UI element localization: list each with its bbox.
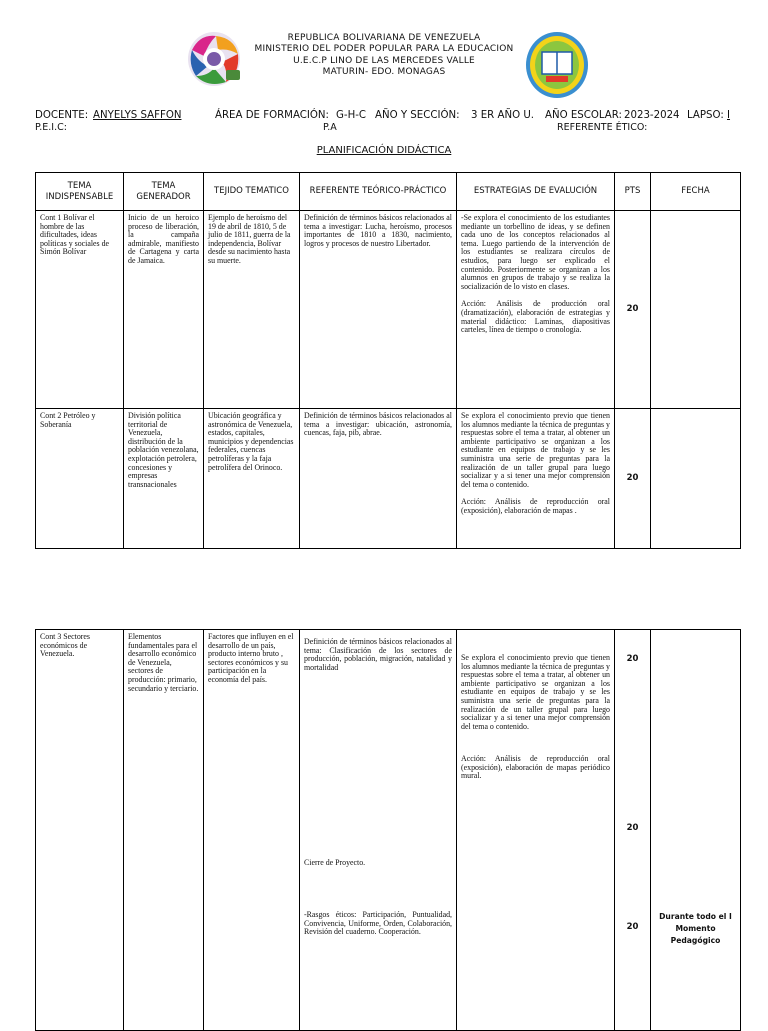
tema-cell: Cont 3 Sectores económicos de Venezuela.: [36, 630, 124, 1031]
lapso-label: LAPSO:: [687, 110, 724, 121]
page-title: PLANIFICACIÓN DIDÁCTICA: [316, 145, 452, 156]
generador-cell: División política territorial de Venezuela, distribución de la población venezolana, explotación petrolera, concesiones y empresas transnacionales: [124, 409, 204, 549]
pts-cell: 20: [615, 211, 651, 409]
table-row: [36, 630, 741, 1031]
tejido-cell: Factores que influyen en el desarrollo de un país, producto interno bruto , sectores económicos y su participación en la economía del país.: [204, 630, 300, 1031]
col-header: TEMA INDISPENSABLE: [36, 173, 124, 211]
docente-label: DOCENTE:: [35, 110, 89, 121]
school-logo-icon: [524, 30, 590, 100]
table-row: [36, 211, 741, 409]
institution-heading: [0, 33, 768, 79]
header-republic: REPUBLICA BOLIVARIANA DE VENEZUELA: [287, 33, 481, 43]
table-row: [36, 409, 741, 549]
col-header: ESTRATEGIAS DE EVALUCIÓN: [457, 173, 615, 211]
tejido-cell: Ejemplo de heroísmo del 19 de abril de 1810, 5 de julio de 1811, guerra de la independencia, Bolívar desde su nacimiento hasta su muerte.: [204, 211, 300, 409]
escolar-value: 2023-2024: [624, 110, 680, 121]
rasgos-text: -Rasgos éticos: Participación, Puntualidad, Convivencia, Uniforme, Orden, Colaboración, Revisión del cuaderno. Cooperación.: [304, 910, 452, 937]
rasgos-pts-value: 20: [626, 922, 639, 932]
referente-cell: Definición de términos básicos relacionados al tema a investigar: ubicación, astronomía, cuencas, faja, pib, abrae.: [300, 409, 457, 549]
document-header: [0, 0, 768, 110]
pa-label: P.A: [323, 122, 337, 133]
col-header: TEMA GENERADOR: [124, 173, 204, 211]
tema-cell: Cont 2 Petróleo y Soberanía: [36, 409, 124, 549]
escolar-label: AÑO ESCOLAR:: [545, 110, 622, 121]
estrategia-cell: [457, 409, 615, 549]
fecha-cell: [651, 211, 741, 409]
estrategia-text: -Se explora el conocimiento de los estudiantes mediante un torbellino de ideas, y se definen cada uno de los conceptos relacionados al tema. Luego partiendo de la intervención de los estudiantes se realizara círculos de estudios, para luego ser explicado el contenido. Posteriormente se organizan a los alumnos en grupos de trabajo y se realiza la socialización de lo visto en clases.: [461, 213, 610, 291]
anio-value: 3 ER AÑO U.: [471, 110, 535, 121]
col-header: FECHA: [651, 173, 741, 211]
tema-cell: Cont 1 Bolívar el hombre de las dificultades, ideas políticas y sociales de Simón Bolívar: [36, 211, 124, 409]
anio-label: AÑO Y SECCIÓN:: [375, 110, 460, 121]
estrategia-text: Se explora el conocimiento previo que tienen los alumnos mediante la técnica de preguntas y respuestas sobre el tema a tratar, al obtener un ambiente participativo se organizan a los estudiante en equipos de trabajo y se les suministra una serie de preguntas para la realización de un taller grupal para luego socializar y a si tener una mejor comprensión del tema o contenido.: [461, 411, 610, 489]
planning-table: [35, 172, 741, 549]
header-ministry: MINISTERIO DEL PODER POPULAR PARA LA EDUCACION: [254, 44, 514, 55]
referente-cell: Definición de términos básicos relacionados al tema a investigar: Lucha, heroísmo, procesos importantes de 1810 a 1830, nacimiento, logros y procesos de nuestro Libertador.: [300, 211, 457, 409]
estrategia-cell: [457, 211, 615, 409]
fecha-text: Durante todo el I Momento Pedagógico: [659, 912, 732, 945]
accion-text: Acción: Análisis de reproducción oral (exposición), elaboración de mapas .: [461, 497, 610, 515]
col-header: PTS: [615, 173, 651, 211]
fecha-cell: [651, 630, 741, 1031]
referente-etico-label: REFERENTE ÉTICO:: [557, 122, 648, 133]
header-school: U.E.C.P LINO DE LAS MERCEDES VALLE: [293, 55, 475, 66]
col-header: TEJIDO TEMATICO: [204, 173, 300, 211]
area-label: ÁREA DE FORMACIÓN:: [215, 110, 329, 121]
generador-cell: Inicio de un heroico proceso de liberación, la campaña admirable, manifiesto de Cartagena y carta de Jamaica.: [124, 211, 204, 409]
peic-label: P.E.I.C:: [35, 122, 67, 133]
tejido-cell: Ubicación geográfica y astronómica de Venezuela, estados, capitales, municipios y dependencias federales, cuencas petrolíferas y la faja petrolífera del Orinoco.: [204, 409, 300, 549]
pts-cell: [615, 630, 651, 1031]
accion-text: Acción: Análisis de reproducción oral (exposición), elaboración de mapas periódico mural.: [461, 754, 610, 781]
accion-text: Acción: Análisis de producción oral (dramatización), elaboración de estrategias y material didáctico: Laminas, diapositivas carteles, línea de tiempo o cronología.: [461, 299, 610, 335]
pts-value: 20: [626, 654, 639, 664]
table-header-row: [36, 173, 741, 211]
docente-value: ANYELYS SAFFON: [93, 110, 182, 121]
referente-cell: [300, 630, 457, 1031]
cierre-pts-value: 20: [626, 823, 639, 833]
lapso-value: I: [727, 110, 731, 121]
planning-table-continued: [35, 629, 741, 1031]
pts-cell: 20: [615, 409, 651, 549]
fecha-cell: [651, 409, 741, 549]
referente-text: Definición de términos básicos relacionados al tema: Clasificación de los sectores de producción, población, migración, natalidad y mortalidad: [304, 637, 452, 672]
header-location: MATURIN- EDO. MONAGAS: [322, 67, 446, 78]
estrategia-text: Se explora el conocimiento previo que tienen los alumnos mediante la técnica de preguntas y respuestas sobre el tema a tratar, al obtener un ambiente participativo se organizan a los estudiante en equipos de trabajo y se les suministra una serie de preguntas para la realización de un taller grupal para luego socializar y a si tener una mejor comprensión del tema o contenido.: [461, 653, 610, 731]
generador-cell: Elementos fundamentales para el desarrollo económico de Venezuela, sectores de producción: primario, secundario y terciario.: [124, 630, 204, 1031]
estrategia-cell: [457, 630, 615, 1031]
area-value: G-H-C: [336, 110, 367, 121]
col-header: REFERENTE TEÓRICO-PRÁCTICO: [300, 173, 457, 211]
cierre-text: Cierre de Proyecto.: [304, 858, 366, 867]
